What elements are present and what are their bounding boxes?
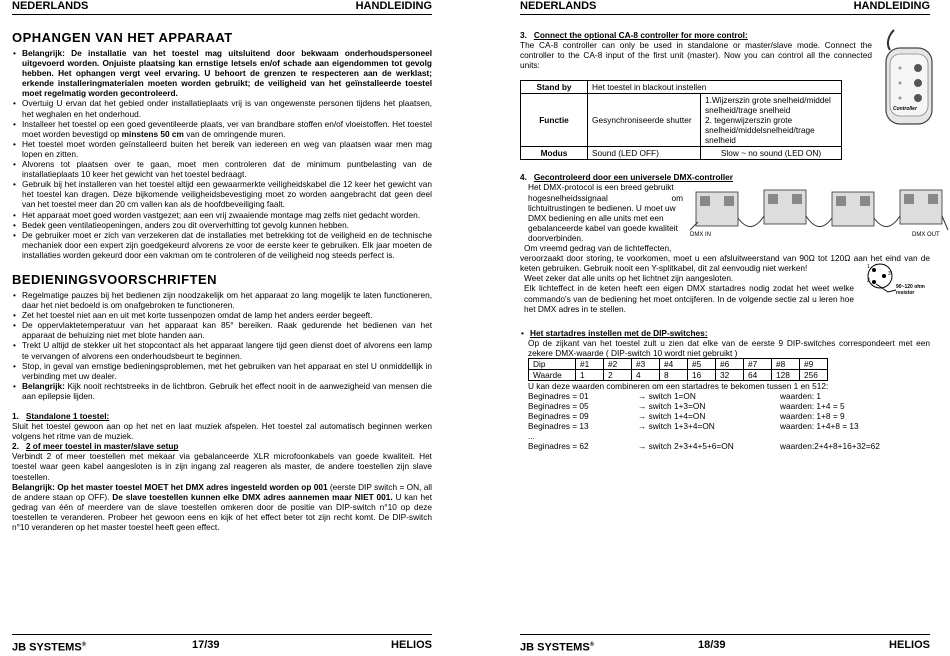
header-title: HANDLEIDING [853, 0, 930, 12]
paragraph: Elk lichteffect in de keten heeft een eigen DMX startadres nodig zodat het weet welke commando's van de bediening het moet ontcijferen. In de volgende sectie zal u leren hoe het DMX adres in te stellen. [524, 283, 854, 314]
dmx-chain-illustration [688, 186, 950, 242]
list-item: • Alvorens tot plaatsen over te gaan, moet men controleren dat de minimum puntbelasting van de installatieplaats 10 keer het gewicht van het toestel bedraagt. [22, 159, 432, 179]
terminator-illustration [866, 262, 930, 302]
table-cell: 32 [716, 369, 744, 380]
section-3-heading [520, 30, 872, 40]
list-item-text: Installeer het toestel op een goed geventileerde plaats, ver van brandbare stoffen en/of vloeistoffen. Het toestel moet worden bevestigd op [22, 118, 432, 139]
table-cell: → switch 1+3+4=ON [638, 421, 715, 432]
ca8-controller-illustration [880, 28, 940, 128]
list-item: • Gebruik bij het installeren van het toestel altijd een gewaarmerkte veiligheidskabel die 12 keer het gewicht van het toestel kan dragen. Deze bijkomende veiligheidsbevestiging moet zo worden aangebracht dat geen deel van het toestel meer dan 20 cm vallen kan als de hoofdbeveiliging faalt. [22, 179, 432, 209]
brand-name: JB SYSTEMS [12, 641, 82, 654]
text-line: Om vreemd gedrag van de lichteffecten, [524, 243, 672, 254]
right-page [520, 0, 940, 654]
list-item [22, 48, 432, 98]
table-cell: Modus [521, 147, 588, 160]
table-row [529, 358, 828, 369]
table-cell: #8 [772, 358, 800, 369]
section-2-heading [12, 441, 432, 451]
cell-line: 1.Wijzerszin grote snelheid/middel snelheid/trage snelheid [705, 95, 831, 116]
page-number: 18/39 [698, 639, 726, 651]
list-item-text: uitgevoerd worden. Onjuiste plaatsing kan ernstige letsels en/of schade aan eigendommen tot gevolg hebben. Het ophangen vergt veel ervaring. U behoort de grenzen te respecteren aan de werklast; erkende installeringmaterialen moeten worden gebruikt; de veiligheid van het geïnstalleerde toestel moet regelmatig worden gecontroleerd. [22, 58, 432, 99]
controller-icon [880, 28, 940, 128]
important-note: Belangrijk: Op het master toestel MOET het DMX adres ingesteld worden op 001 [12, 481, 328, 492]
examples-table [528, 391, 880, 451]
paragraph: veroorzaakt door storing, te voorkomen, moet u een afsluitweerstand van 90Ω tot 120Ω aan het eind van de keten gebruiken. Gebruik nooit een Y-splitkabel, dit zal eenvoudig niet werken! [520, 253, 930, 274]
controller-table [520, 80, 842, 160]
table-cell: Slow ~ no sound (LED ON) [701, 147, 842, 160]
ophangen-list [12, 48, 432, 260]
list-item: • Trekt U altijd de stekker uit het stopcontact als het apparaat langere tijd geen dienst doet of alvorens een lamp te vervangen of alvorens een onderhoudsbeurt te beginnen. [22, 340, 432, 360]
table-cell: Gesynchroniseerde shutter [588, 94, 701, 147]
dmx-units-icon [688, 186, 950, 242]
registered-mark: ® [589, 642, 595, 648]
text-line: Het DMX-protocol is een breed gebruikt [528, 182, 674, 193]
table-cell [701, 94, 842, 147]
footer-product: HELIOS [391, 639, 432, 651]
table-cell: #2 [604, 358, 632, 369]
table-cell: 2 [604, 369, 632, 380]
important-note: Belangrijk: De installatie van het toestel mag uitsluitend door bekwaam onderhoudspersoneel [22, 48, 432, 58]
dmx-in-label: DMX IN [690, 232, 711, 238]
left-page [12, 0, 432, 654]
table-row [528, 401, 880, 411]
header-language: NEDERLANDS [520, 0, 597, 12]
table-row [528, 441, 880, 451]
section-number: 3. [520, 30, 527, 40]
list-item: • De oppervlaktetemperatuur van het apparaat kan 85° bereiken. Raak gedurende het bedienen van het apparaat de behuizing niet met blote handen aan. [22, 320, 432, 340]
page-number: 17/39 [192, 639, 220, 651]
table-row [521, 94, 842, 147]
section-2-important [12, 482, 432, 532]
table-cell: #5 [688, 358, 716, 369]
dip-intro: Op de zijkant van het toestel zult u zien dat elke van de eerste 9 DIP-switches correspondeert met een zekere DMX-waarde ( DIP-switch 10 wordt niet gebruikt ) [528, 337, 930, 358]
list-item: • Het apparaat moet goed worden vastgezet; aan een vrij zwaaiende montage mag zelfs niet gedacht worden. [22, 210, 432, 220]
dmx-out-label: DMX OUT [912, 232, 940, 238]
heading-ophangen: OPHANGEN VAN HET APPARAAT [12, 30, 233, 45]
xlr-pin-2: 2 [867, 278, 870, 284]
page-footer [12, 634, 432, 653]
table-cell: 8 [660, 369, 688, 380]
list-item-text: Kijk nooit rechtstreeks in de lichtbron. Gebruik het effect nooit in de aanwezigheid van mensen die aan epilepsie lijden. [22, 380, 432, 401]
section-3 [520, 30, 872, 70]
list-item: • Zet het toestel niet aan en uit met korte tussenpozen omdat de lamp het anders eerder begeeft. [22, 310, 432, 320]
table-cell: Beginadres = 13 [528, 421, 589, 432]
section-number: 1. [12, 411, 19, 421]
table-cell: waarden:2+4+8+16+32=62 [780, 441, 880, 452]
table-cell: 16 [688, 369, 716, 380]
list-item: • Regelmatige pauzes bij het bedienen zijn noodzakelijk om het apparaat zo lang mogelijk te laten functioneren, daar het niet bedoeld is om onafgebroken te functioneren. [22, 290, 432, 310]
controller-label: Controller [893, 106, 917, 112]
footer-product: HELIOS [889, 639, 930, 651]
table-cell: → switch 1=ON [638, 391, 696, 402]
paragraph-text: (eerste DIP switch = ON, all de andere staan op OFF). [12, 481, 432, 502]
list-item: • Het toestel moet worden geïnstalleerd buiten het bereik van iedereen en weg van plaatsen waar men mag lopen en zitten. [22, 139, 432, 159]
table-row [529, 369, 828, 380]
resistor-label: 90~120 ohm resistor [896, 284, 925, 296]
table-row [528, 391, 880, 401]
important-note: De slave toestellen kunnen elke DMX adres aannemen maar NIET 001. [109, 491, 393, 502]
table-cell: #3 [632, 358, 660, 369]
table-cell: waarden: 1+4+8 = 13 [780, 421, 859, 432]
section-number: 2. [12, 441, 19, 452]
table-cell: Stand by [521, 81, 588, 94]
table-cell: Beginadres = 01 [528, 391, 589, 402]
table-cell: Het toestel in blackout instellen [588, 81, 842, 94]
min-distance: minstens 50 cm [121, 128, 184, 139]
table-cell: 1 [576, 369, 604, 380]
list-item-text: van de omringende muren. [183, 128, 286, 139]
table-cell: waarden: 1+8 = 9 [780, 411, 845, 422]
xlr-resistor-icon [866, 262, 930, 302]
text-line: lichtuitrustingen te bedienen. U moet uw [528, 202, 676, 213]
table-cell: ... [528, 431, 535, 442]
table-cell: Functie [521, 94, 588, 147]
section-4-heading [520, 172, 930, 182]
table-cell: waarden: 1 [780, 391, 822, 402]
list-item [530, 328, 930, 338]
section-title: Connect the optional CA-8 controller for more control: [533, 30, 748, 40]
xlr-pin-3: 3 [888, 271, 891, 277]
xlr-pin-1: 1 [867, 264, 870, 270]
left-content [12, 22, 432, 532]
page-header [12, 0, 432, 15]
table-cell: 256 [800, 369, 828, 380]
list-item: • Stop, in geval van ernstige bedieningsproblemen, met het gebruiken van het apparaat en stel U onmiddellijk in verbinding met uw dealer. [22, 361, 432, 381]
page-header [520, 0, 930, 15]
section-2-text: Verbindt 2 of meer toestellen met mekaar via gebalanceerde XLR microfoonkabels van goede kwaliteit. Het toestel waar geen kabel aangesloten is in zijn ingang zal reageren als master, de andere toestellen zijn slave toestellen. [12, 451, 432, 482]
section-3-text: The CA-8 controller can only be used in standalone or master/slave mode. Connect the controller to the CA-8 input of the first unit (master). Now you can control all the connected units: [520, 40, 872, 71]
section-title: 2 of meer toestel in master/slave setup [25, 441, 179, 452]
footer-brand [520, 637, 594, 656]
heading-bediening: BEDIENINGSVOORSCHRIFTEN [12, 271, 218, 287]
dip-section [520, 328, 930, 451]
dip-combine: U kan deze waarden combineren om een startadres te bekomen tussen 1 en 512: [528, 380, 829, 391]
table-cell: → switch 1+4=ON [638, 411, 706, 422]
table-cell: Beginadres = 05 [528, 401, 589, 412]
list-item: • De gebruiker moet er zich van verzekeren dat de installaties met betrekking tot de veiligheid en de technische mechaniek door een expert zijn goedgekeurd alvorens ze voor de eerste keer te gebruiken. Elk jaar moeten de installaties worden gekeurd door een vakman om te controleren of de veiligheid nog steeds perfect is. [22, 230, 432, 260]
section-1-text: Sluit het toestel gewoon aan op het net en laat muziek afspelen. Het toestel zal automatisch beginnen werken volgens het ritme van de muziek. [12, 421, 432, 442]
table-cell: 4 [632, 369, 660, 380]
text-line: doorverbinden. [528, 232, 584, 243]
table-cell: 64 [744, 369, 772, 380]
page-footer [520, 634, 930, 653]
table-cell: #7 [744, 358, 772, 369]
text-line: DMX bediening en alle units met een [528, 212, 664, 223]
table-cell: Sound (LED OFF) [588, 147, 701, 160]
table-cell: #1 [576, 358, 604, 369]
table-cell: Beginadres = 62 [528, 441, 589, 452]
section-4-intro [528, 182, 683, 243]
brand-name: JB SYSTEMS [520, 641, 590, 654]
header-title: HANDLEIDING [355, 0, 432, 12]
cell-line: 2. tegenwijzerszin grote snelheid/middelsnelheid/trage snelheid [705, 115, 815, 146]
table-cell: → switch 2+3+4+5+6=ON [638, 441, 734, 452]
table-row [528, 431, 880, 441]
registered-mark: ® [81, 642, 87, 648]
list-item: • Bedek geen ventilatieopeningen, anders zou dit oververhitting tot gevolg kunnen hebben. [22, 220, 432, 230]
important-note: Belangrijk: [22, 380, 65, 391]
footer-brand [12, 637, 86, 656]
header-language: NEDERLANDS [12, 0, 89, 12]
table-row [528, 421, 880, 431]
table-cell: Beginadres = 09 [528, 411, 589, 422]
section-title: Standalone 1 toestel: [25, 411, 110, 421]
table-cell: waarden: 1+4 = 5 [780, 401, 845, 412]
table-row [528, 411, 880, 421]
table-cell: #6 [716, 358, 744, 369]
table-row [521, 147, 842, 160]
table-row [521, 81, 842, 94]
bediening-list [12, 290, 432, 401]
dip-table [528, 358, 828, 381]
paragraph-text: U kan het gedrag van één of meerdere van de slave toestellen omkeren door de positie van DIP-switch n°10 op deze toestellen te veranderen. Probeer het gewoon eens en kijk of het effect beter tot zijn recht komt. De DIP-switch n°10 veranderen op het master toestel heeft geen effect. [12, 491, 433, 533]
table-cell: 128 [772, 369, 800, 380]
paragraph: Weet zeker dat alle units op het lichtnet zijn aangesloten. [524, 273, 734, 284]
section-title: Het startadres instellen met de DIP-switches: [530, 327, 708, 338]
text-line: hogesnelheidssignaal om [528, 192, 683, 203]
table-cell: Dip [529, 358, 576, 369]
table-cell: → switch 1+3=ON [638, 401, 706, 412]
section-1-heading [12, 411, 432, 421]
list-item [22, 119, 432, 139]
list-item [22, 381, 432, 401]
section-number: 4. [520, 172, 527, 183]
table-cell: Waarde [529, 369, 576, 380]
table-cell: #4 [660, 358, 688, 369]
list-item: • Overtuig U ervan dat het gebied onder installatieplaats vrij is van ongewenste personen tijdens het plaatsen, het weghalen en het onderhoud. [22, 98, 432, 118]
text-line: gebalanceerde kabel van goede kwaliteit [528, 222, 678, 233]
section-title: Gecontroleerd door een universele DMX-controller [533, 172, 734, 183]
table-cell: #9 [800, 358, 828, 369]
dip-heading-list [520, 328, 930, 338]
